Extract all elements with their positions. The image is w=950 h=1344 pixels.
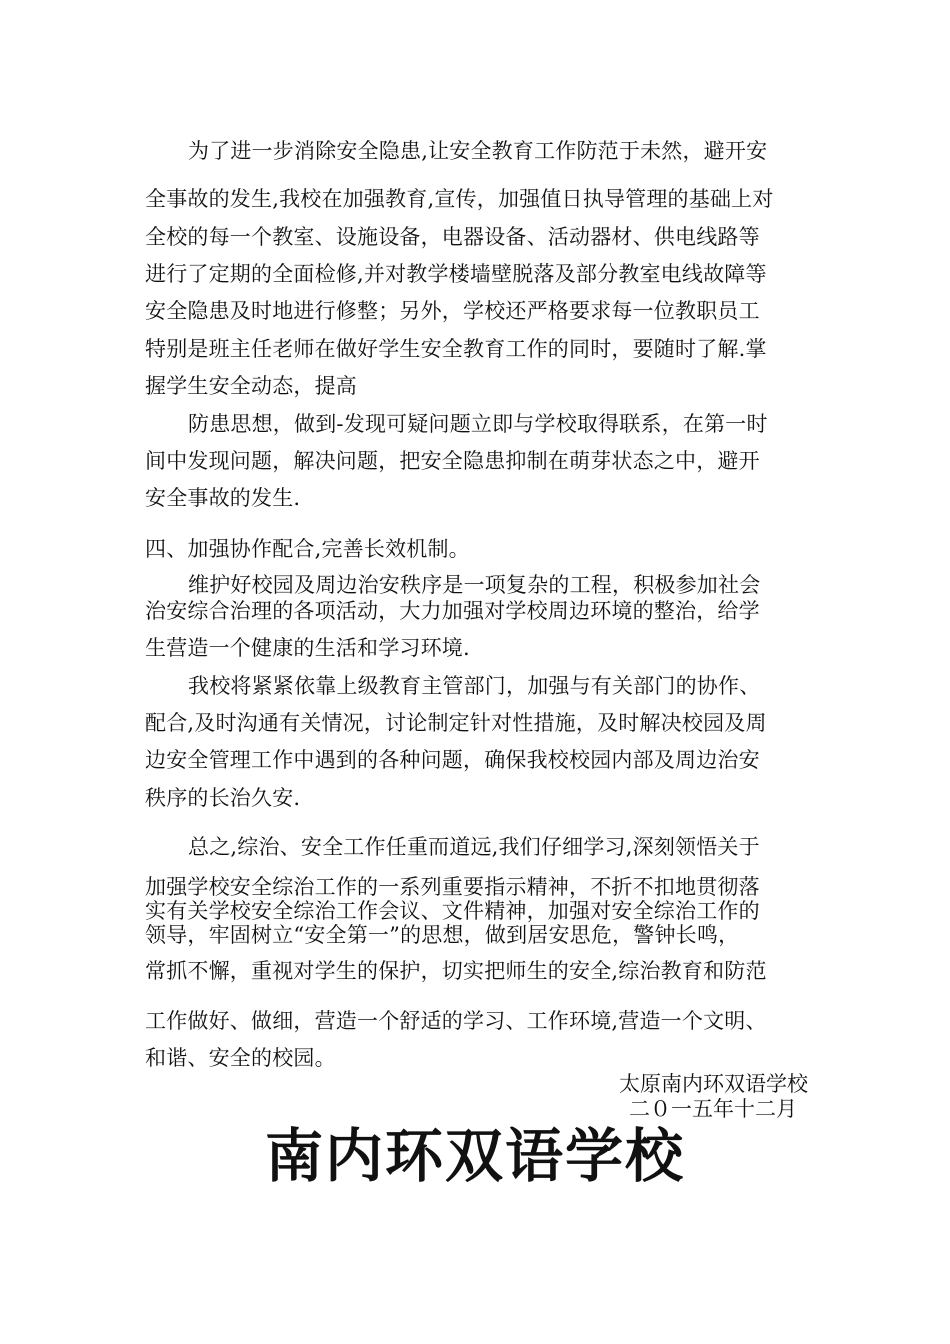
paragraph-10-line-1: 工作做好、做细，营造一个舒适的学习、工作环境,营造一个文明、 <box>145 1009 767 1033</box>
paragraph-9-line-1: 常抓不懈，重视对学生的保护，切实把师生的安全,综治教育和防范 <box>145 959 767 983</box>
paragraph-5-line-3: 生营造一个健康的生活和学习环境. <box>145 636 470 660</box>
paragraph-2-line-5: 特别是班主任老师在做好学生安全教育工作的同时，要随时了解.掌 <box>145 337 767 361</box>
paragraph-6-line-1: 我校将紧紧依靠上级教育主管部门，加强与有关部门的协作、 <box>188 674 761 698</box>
paragraph-2-line-2: 全校的每一个教室、设施设备，电器设备、活动器材、供电线路等 <box>145 225 760 249</box>
paragraph-8-line-1: 加强学校安全综治工作的一系列重要指示精神，不折不扣地贯彻落 <box>145 875 760 899</box>
signature-school: 太原南内环双语学校 <box>619 1072 808 1096</box>
paragraph-7-line-1: 总之,综治、安全工作任重而道远,我们仔细学习,深刻领悟关于 <box>188 835 760 859</box>
paragraph-3-line-2: 间中发现问题，解决问题，把安全隐患抑制在萌芽状态之中，避开 <box>145 449 760 473</box>
paragraph-1-line-1: 为了进一步消除安全隐患,让安全教育工作防范于未然，避开安 <box>188 139 768 163</box>
paragraph-5-line-1: 维护好校园及周边治安秩序是一项复杂的工程，积极参加社会 <box>188 573 761 597</box>
paragraph-2-line-3: 进行了定期的全面检修,并对教学楼墙壁脱落及部分教室电线故障等 <box>145 262 767 286</box>
paragraph-2-line-6: 握学生安全动态，提高 <box>145 374 357 398</box>
paragraph-6-line-3: 边安全管理工作中遇到的各种问题，确保我校校园内部及周边治安 <box>145 748 760 772</box>
paragraph-11-line-1: 和谐、安全的校园。 <box>145 1046 336 1070</box>
section-heading-4: 四、加强协作配合,完善长效机制。 <box>145 537 470 561</box>
paragraph-6-line-4: 秩序的长治久安. <box>145 786 301 810</box>
paragraph-8-line-2: 实有关学校安全综治工作会议、文件精神，加强对安全综治工作的 <box>145 899 760 923</box>
paragraph-2-line-4: 安全隐患及时地进行修整；另外，学校还严格要求每一位教职员工 <box>145 299 760 323</box>
paragraph-3-line-1: 防患思想，做到-发现可疑问题立即与学校取得联系，在第一时 <box>188 412 768 436</box>
footer-school-title: 南内环双语学校 <box>264 1122 685 1190</box>
paragraph-3-line-3: 安全事故的发生. <box>145 486 301 510</box>
signature-date: 二０一五年十二月 <box>629 1097 797 1121</box>
paragraph-8-line-3: 领导，牢固树立“安全第一”的思想，做到居安思危，警钟长鸣， <box>145 923 740 947</box>
paragraph-2-line-1: 全事故的发生,我校在加强教育,宣传，加强值日执导管理的基础上对 <box>145 187 774 211</box>
paragraph-6-line-2: 配合,及时沟通有关情况，讨论制定针对性措施，及时解决校园及周 <box>145 711 767 735</box>
paragraph-5-line-2: 治安综合治理的各项活动，大力加强对学校周边环境的整治，给学 <box>145 599 760 623</box>
